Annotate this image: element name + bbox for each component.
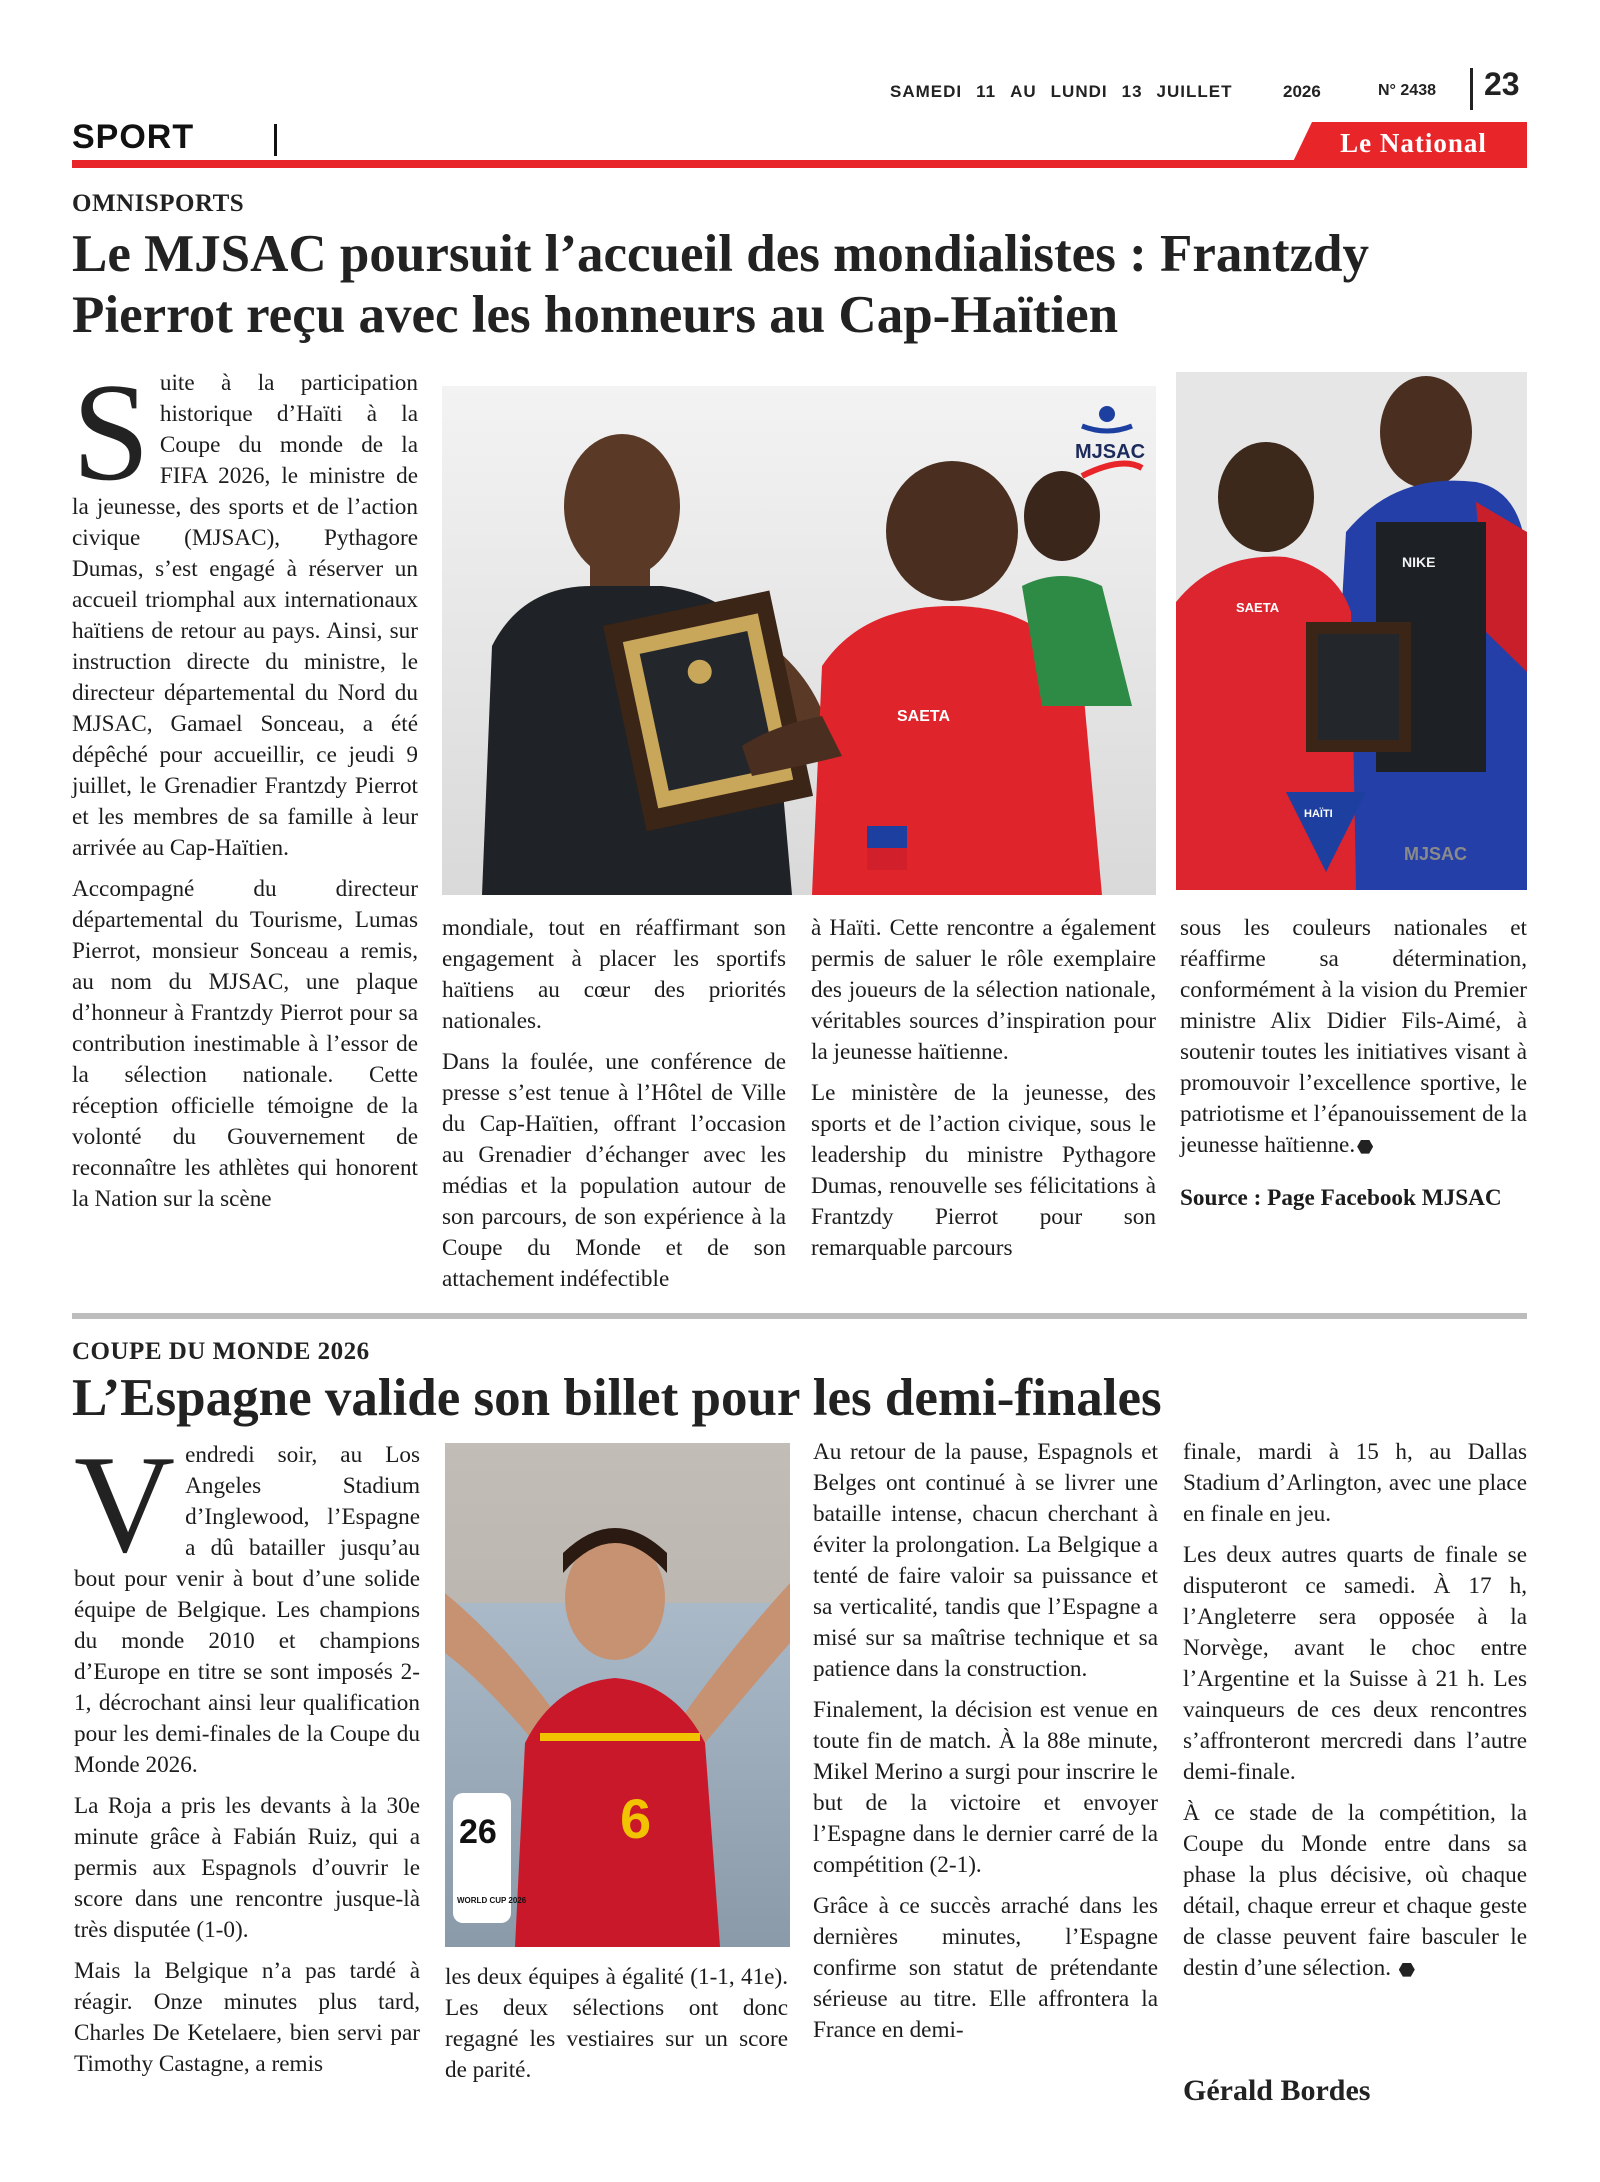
article1-kicker: OMNISPORTS [72,190,245,217]
date-month: JUILLET [1156,82,1233,101]
end-of-article-icon [1357,1140,1373,1154]
date-day-end: 13 [1121,82,1143,101]
header-rule [72,160,1527,168]
issue-number: N° 2438 [1378,82,1436,99]
article2-column-4 [1183,1437,1527,1994]
article2-kicker: COUPE DU MONDE 2026 [72,1338,370,1365]
photo-board-caption: WORLD CUP 2026 [457,1896,527,1905]
date-day-start: 11 [976,82,997,101]
article2-paragraph: finale, mardi à 15 h, au Dallas Stadium d’Arlington, avec une place en finale en jeu. [1183,1439,1527,1527]
article2-column-3 [813,1437,1158,2056]
date-connector: AU [1010,82,1037,101]
article1-paragraph: à Haïti. Cette rencontre a également permis de saluer le rôle exemplaire des joueurs de la sélection nationale, véritables sources d’inspiration pour la jeunesse haïtienne. [811,915,1156,1065]
article2-author: Gérald Bordes [1183,2074,1371,2107]
article1-paragraph: sous les couleurs nationales et réaffirme sa détermination, conformément à la vision du Premier ministre Alix Didier Fils-Aimé, à soutenir toutes les initiatives visant à promouvoir l’excellence sportive, le patriotisme et l’épanouissement de la jeunesse haïtienne. [1180,915,1527,1158]
photo-nike-logo-2: NIKE [1402,554,1436,570]
end-of-article-icon [1399,1963,1415,1977]
issue-date [890,82,1247,102]
article2-paragraph: endredi soir, au Los Angeles Stadium d’Inglewood, l’Espagne a dû batailler jusqu’au bout pour venir à bout d’une solide équipe de Belgique. Les champions du monde 2010 et champions d’Europe en titre se sont imposés 2-1, décrochant ainsi leur qualification pour les demi-finales de la Coupe du Monde 2026. [74,1442,420,1778]
article2-column-2 [445,1962,788,2096]
article1-headline: Le MJSAC poursuit l’accueil des mondialistes : Frantzdy Pierrot reçu avec les honneurs au Cap-Haïtien [72,225,1369,344]
article1-column-2 [442,913,786,1305]
article-divider [72,1313,1527,1319]
article1-column-4 [1180,913,1527,1224]
photo-banner-logo: MJSAC [1404,844,1468,864]
photo-shirt-text: SAETA [897,708,951,725]
page-number: 23 [1484,66,1520,102]
article2-paragraph: les deux équipes à égalité (1-1, 41e). Les deux sélections ont donc regagné les vestiaires sur un score de parité. [445,1964,788,2083]
article1-paragraph: Accompagné du directeur départemental du Tourisme, Lumas Pierrot, monsieur Sonceau a remis, au nom du MJSAC, une plaque d’honneur à Frantzdy Pierrot pour sa contribution inestimable à l’essor de la sélection nationale. Cette réception officielle témoigne de la volonté du Gouvernement de reconnaître les athlètes qui honorent la Nation sur la scène [72,876,418,1212]
page-number-divider [1470,68,1473,110]
article1-dropcap: S [72,355,150,510]
article2-paragraph: Grâce à ce succès arraché dans les dernières minutes, l’Espagne confirme son statut de prétendante sérieuse au titre. Elle affrontera la France en demi- [813,1893,1158,2043]
article1-column-3 [811,913,1156,1274]
photo-pennant-text: HAÏTI [1304,808,1333,820]
article2-paragraph: Les deux autres quarts de finale se disputeront ce samedi. À 17 h, l’Angleterre sera opposée à la Norvège, avant le choc entre l’Argentine et la Suisse à 21 h. Les vainqueurs de ces deux rencontres s’affronteront mercredi dans l’autre demi-finale. [1183,1542,1527,1785]
article2-paragraph: Mais la Belgique n’a pas tardé à réagir. Onze minutes plus tard, Charles De Ketelaere, bien servi par Timothy Castagne, a remis [74,1958,420,2077]
article1-column-1 [72,355,418,1225]
article2-paragraph: La Roja a pris les devants à la 30e minute grâce à Fabián Ruiz, qui a permis aux Espagnols d’ouvrir le score dans une rencontre jusque-là très disputée (1-0). [74,1793,420,1943]
photo-jersey-number: 6 [620,1787,652,1850]
photo-shirt-text-2: SAETA [1236,600,1280,615]
article2-column-1 [74,1427,420,2090]
photo-mjsac-logo: MJSAC [1075,441,1146,463]
article2-headline: L’Espagne valide son billet pour les demi-finales [72,1369,1162,1427]
date-day-name-end: LUNDI [1050,82,1108,101]
brand-name: Le National [1340,128,1487,158]
article1-source: Source : Page Facebook MJSAC [1180,1185,1502,1211]
article1-side-photo [1176,372,1527,890]
article2-paragraph: Au retour de la pause, Espagnols et Belges ont continué à se livrer une bataille intense, chacun cherchant à éviter la prolongation. La Belgique a tenté de faire valoir sa puissance et sa verticalité, tandis que l’Espagne a misé sur sa maîtrise technique et sa patience dans la construction. [813,1439,1158,1682]
article2-paragraph: À ce stade de la compétition, la Coupe du Monde entre dans sa phase la plus décisive, où chaque détail, chaque erreur et chaque geste de classe peuvent faire basculer le destin d’une sélection. [1183,1800,1527,1981]
issue-year: 2026 [1283,82,1321,101]
photo-portrait-plaque [1176,372,1527,890]
section-title: SPORT [72,118,195,156]
article1-paragraph: mondiale, tout en réaffirmant son engagement à placer les sportifs haïtiens au cœur des priorités nationales. [442,915,786,1034]
section-divider [274,124,277,156]
article2-photo [445,1443,790,1947]
photo-plaque-ceremony [442,386,1156,895]
article1-paragraph: Le ministère de la jeunesse, des sports et de l’action civique, sous le leadership du ministre Pythagore Dumas, renouvelle ses félicitations à Frantzdy Pierrot pour son remarquable parcours [811,1080,1156,1261]
photo-board-number: 26 [459,1813,497,1851]
article1-paragraph: uite à la participation historique d’Haïti à la Coupe du monde de la FIFA 2026, le ministre de la jeunesse, des sports et de l’action civique (MJSAC), Pythagore Dumas, s’est engagé à réserver un accueil triomphal aux internationaux haïtiens de retour au pays. Ainsi, sur instruction directe du ministre, le directeur départemental du Nord du MJSAC, Gamael Sonceau, a été dépêché pour accueillir, ce jeudi 9 juillet, le Grenadier Frantzdy Pierrot et les membres de sa famille à leur arrivée au Cap-Haïtien. [72,370,418,861]
date-day-name: SAMEDI [890,82,963,101]
article2-paragraph: Finalement, la décision est venue en toute fin de match. À la 88e minute, Mikel Merino a surgi pour inscrire le but de la victoire et envoyer l’Espagne dans le dernier carré de la compétition (2-1). [813,1697,1158,1878]
article2-dropcap: V [74,1427,176,1582]
article1-paragraph: Dans la foulée, une conférence de presse s’est tenue à l’Hôtel de Ville du Cap-Haïtien, offrant l’occasion au Grenadier d’échanger avec les médias et la population autour de son parcours, de son expérience à la Coupe du Monde et de son attachement indéfectible [442,1049,786,1292]
article1-main-photo [442,386,1156,895]
photo-spain-player [445,1443,790,1947]
